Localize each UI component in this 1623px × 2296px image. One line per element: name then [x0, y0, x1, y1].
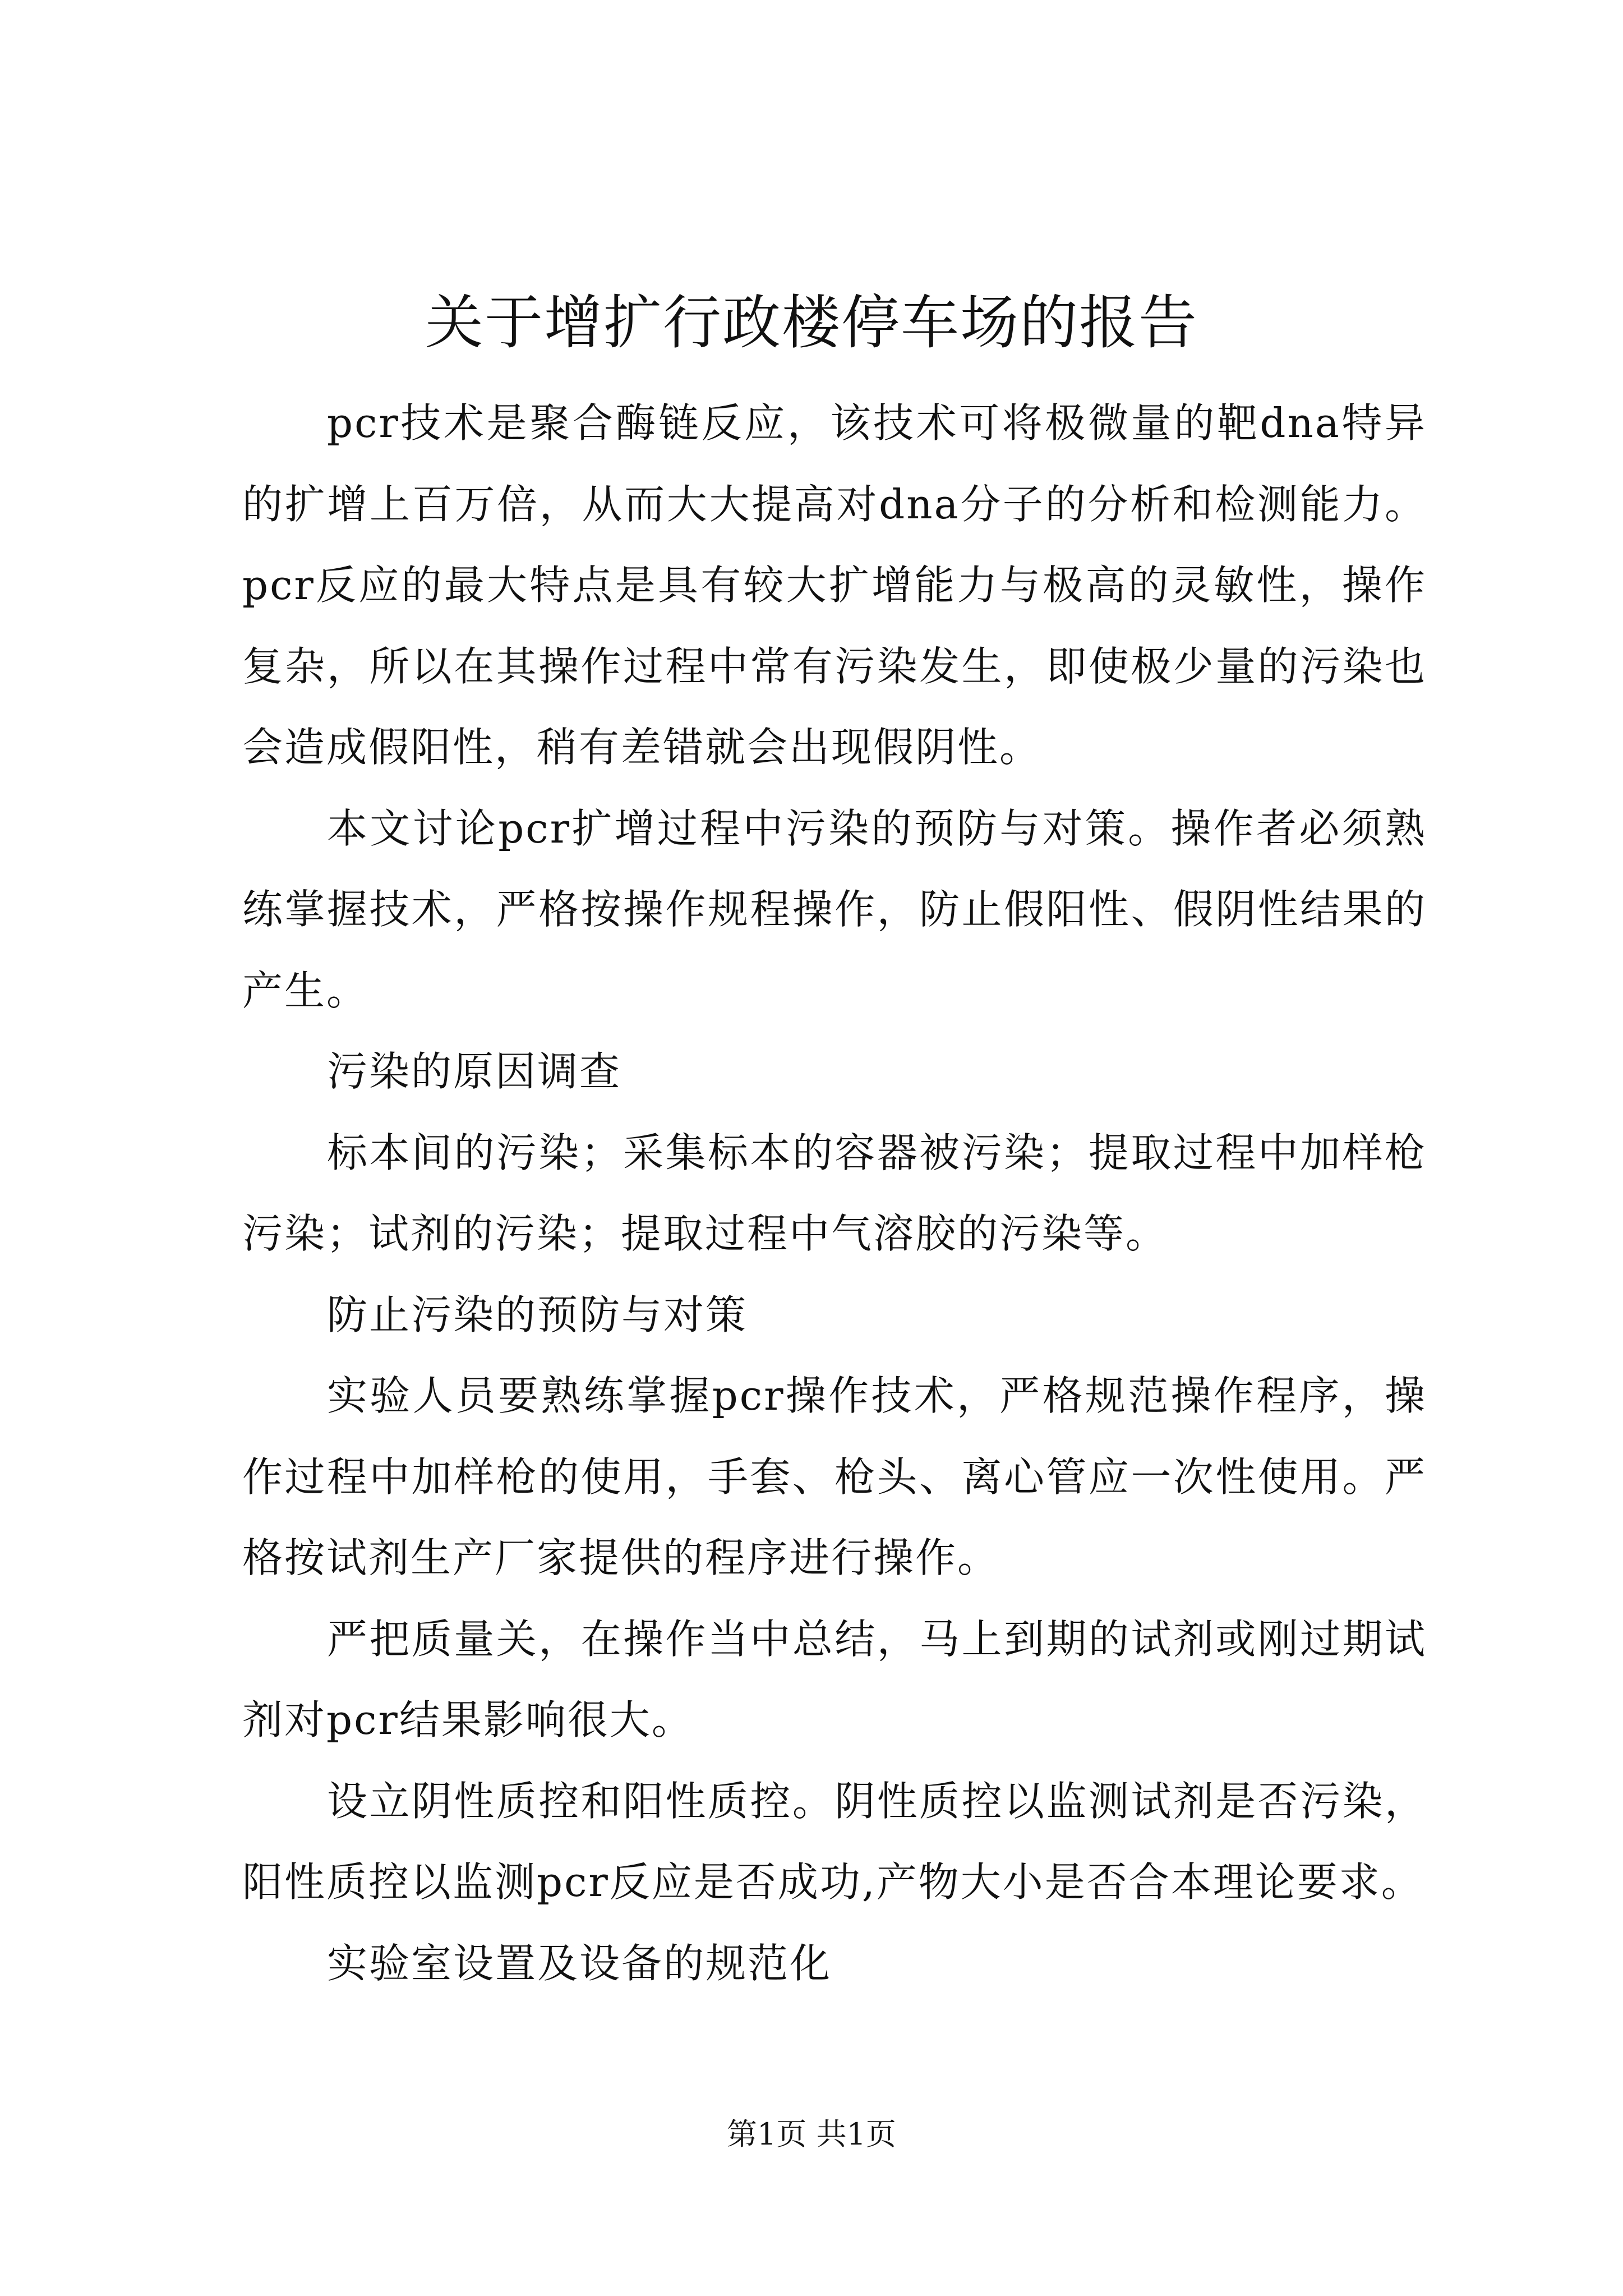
heading-lab-setup: 实验室设置及设备的规范化 — [327, 1939, 832, 1987]
heading-contamination-causes: 污染的原因调查 — [327, 1048, 622, 1095]
paragraph-pcr-intro: pcr技术是聚合酶链反应，该技术可将极微量的靶dna特异的扩增上百万倍，从而大大提高对dna分子的分析和检测能力。pcr反应的最大特点是具有较大扩增能力与极高的灵敏性，操作复杂，所以在其操作过程中常有污染发生，即使极少量的污染也会造成假阳性，稍有差错就会出现假阴性。 — [242, 399, 1427, 771]
heading-prevention: 防止污染的预防与对策 — [327, 1291, 748, 1338]
paragraph-operator-skills: 实验人员要熟练掌握pcr操作技术，严格规范操作程序，操作过程中加样枪的使用，手套、枪头、离心管应一次性使用。严格按试剂生产厂家提供的程序进行操作。 — [242, 1372, 1427, 1581]
document-body — [242, 383, 1427, 2004]
paragraph-discussion: 本文讨论pcr扩增过程中污染的预防与对策。操作者必须熟练掌握技术，严格按操作规程操作，防止假阳性、假阴性结果的产生。 — [242, 804, 1427, 1014]
paragraph-contamination-sources: 标本间的污染；采集标本的容器被污染；提取过程中加样枪污染；试剂的污染；提取过程中气溶胶的污染等。 — [242, 1129, 1427, 1257]
paragraph-quality-control: 严把质量关，在操作当中总结，马上到期的试剂或刚过期试剂对pcr结果影响很大。 — [242, 1615, 1427, 1743]
paragraph-controls: 设立阴性质控和阳性质控。阴性质控以监测试剂是否污染，阳性质控以监测pcr反应是否成功,产物大小是否合本理论要求。 — [242, 1777, 1427, 1906]
document-title: 关于增扩行政楼停车场的报告 — [425, 288, 1198, 357]
page-footer: 第1页 共1页 — [727, 2116, 896, 2152]
